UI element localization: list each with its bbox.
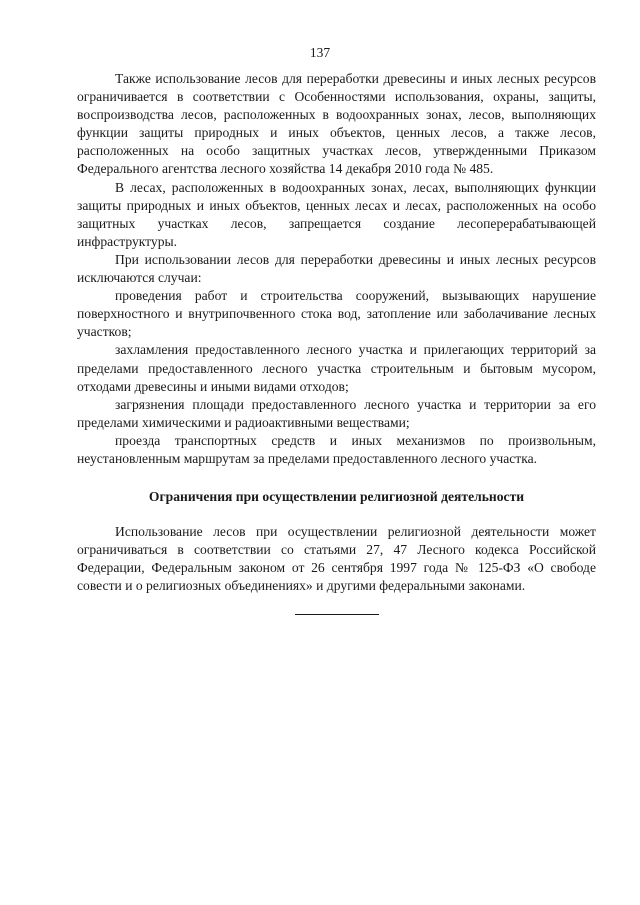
end-of-text-divider (295, 614, 379, 615)
paragraph-infrastructure-ban: В лесах, расположенных в водоохранных зонах, лесах, выполняющих функции защиты природных и иных объектов, ценных лесах и лесах, расположенных на особо защитных участках лесов, запрещается создание лесоперерабатывающей инфраструктуры. (77, 179, 596, 249)
document-body (77, 70, 596, 615)
list-item-vehicle-travel: проезда транспортных средств и иных механизмов по произвольным, неустановленным маршрутам за пределами предоставленного лесного участка. (77, 432, 596, 466)
list-item-construction-works: проведения работ и строительства сооружений, вызывающих нарушение поверхностного и внутрипочвенного стока вод, затопление или заболачивание лесных участков; (77, 288, 596, 340)
paragraph-religious-activity: Использование лесов при осуществлении религиозной деятельности может ограничиваться в соответствии со статьями 27, 47 Лесного кодекса Российской Федерации, Федеральным законом от 26 сентября 1997 года № 125-ФЗ «О свободе совести и о религиозных объединениях» и другими федеральными законами. (77, 524, 596, 594)
paragraph-forest-use-restrictions: Также использование лесов для переработки древесины и иных лесных ресурсов ограничивается в соответствии с Особенностями использования, охраны, защиты, воспроизводства лесов, расположенных в водоохранных зонах, лесов, выполняющих функции защиты природных и иных объектов, ценных лесов, а также лесов, расположенных на особо защитных участках лесов, утвержденными Приказом Федерального агентства лесного хозяйства 14 декабря 2010 года № 485. (77, 71, 596, 177)
paragraph-excluded-cases-intro: При использовании лесов для переработки древесины и иных лесных ресурсов исключаются случаи: (77, 251, 596, 286)
page-number: 137 (309, 45, 331, 60)
list-item-littering: захламления предоставленного лесного участка и прилегающих территорий за пределами предоставленного лесного участка строительным и бытовым мусором, отходами древесины и иными видами отходов; (77, 342, 596, 394)
section-heading-religious-activity: Ограничения при осуществлении религиозной деятельности (148, 489, 525, 505)
list-item-contamination: загрязнения площади предоставленного лесного участка и территории за его пределами химическими и радиоактивными веществами; (77, 396, 596, 430)
